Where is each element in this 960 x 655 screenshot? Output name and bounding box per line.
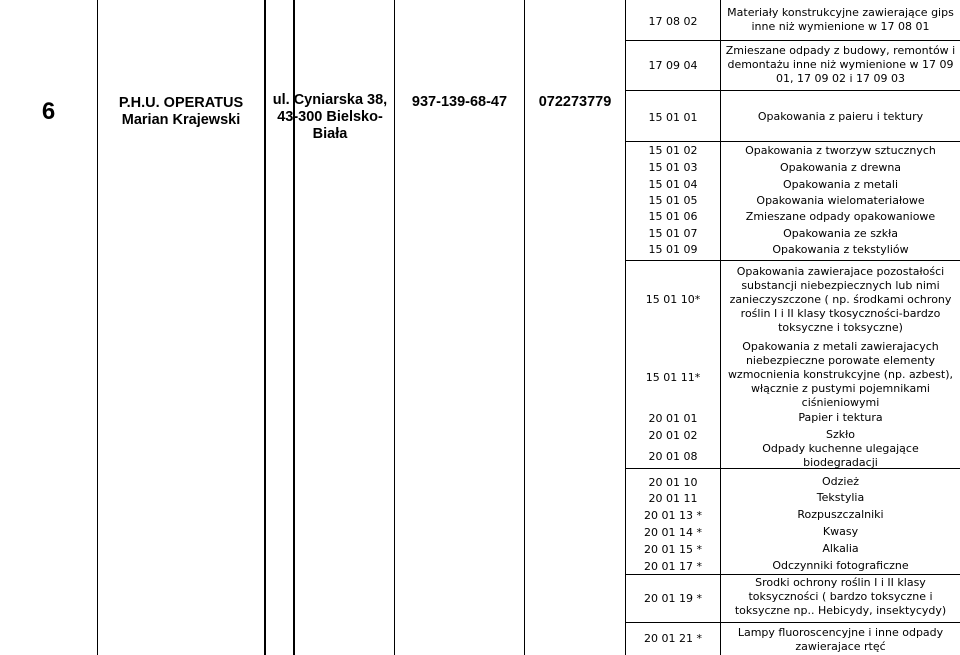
waste-description: Papier i tektura [798,411,883,424]
waste-code: 20 01 02 [648,428,698,442]
regon-number: 072273779 [538,93,612,110]
waste-code: 20 01 14 * [644,525,702,539]
waste-code: 20 01 01 [648,411,698,425]
waste-description: Srodki ochrony roślin I i II klasy toksyczności ( bardzo toksyczne i toksyczne np.. Hebicydy, insektycydy) [734,576,947,617]
waste-description: Opakowania z metali [782,177,898,191]
waste-code: 20 01 15 * [644,542,702,556]
waste-code: 15 01 03 [648,161,698,174]
waste-description: Materiały konstrukcyjne zawierające gips inne niż wymienione w 17 08 01 [727,6,954,33]
waste-description: Szkło [826,428,855,441]
waste-code: 20 01 17 * [644,559,702,573]
waste-code: 20 01 21 * [644,631,702,645]
phone-number: 937-139-68-47 [411,93,508,110]
waste-description: Opakowania ze szkła [783,226,898,240]
waste-code: 15 01 09 [648,243,698,256]
waste-description: Opakowania z paieru i tektury [757,110,924,123]
waste-description: Odzież [821,475,859,488]
waste-description: Opakowania z drewna [779,160,902,174]
waste-code: 15 01 06 [648,210,698,223]
waste-description: Zmieszane odpady opakowaniowe [745,209,936,223]
company-name: P.H.U. OPERATUS Marian Krajewski [118,95,244,128]
waste-code: 15 01 05 [648,194,698,207]
waste-description: Kwasy [822,525,859,538]
waste-description: Lampy fluoroscencyjne i inne odpady zawierajace rtęć [737,625,944,653]
waste-description: Opakowania zawierajace pozostałości substancji niebezpiecznych lub nimi zanieczyszczone ( np. środkami ochrony roślin I i II klasy tkosyczności-bardzo toksyczne i toksyczne) [729,265,952,334]
waste-description: Opakowania wielomateriałowe [756,193,925,207]
waste-description: Opakowania z tekstyliów [772,242,909,256]
row-separator [626,90,960,91]
waste-code: 15 01 11* [645,370,701,384]
waste-code: 17 08 02 [648,14,698,28]
waste-description: Odpady kuchenne ulegające biodegradacji [762,442,919,469]
row-separator [626,260,960,261]
waste-description: Zmieszane odpady z budowy, remontów i demontażu inne niż wymienione w 17 09 01, 17 09 02 i 17 09 03 [725,44,956,85]
waste-description: Rozpuszczalniki [797,508,884,521]
row-separator [626,622,960,623]
waste-code: 17 09 04 [648,58,698,72]
waste-code: 15 01 04 [648,178,698,191]
company-address: ul. Cyniarska 38, 43-300 Bielsko-Biała [272,92,388,142]
waste-code: 20 01 11 [648,491,698,505]
waste-description: Odczynniki fotograficzne [772,559,909,572]
row-separator [626,40,960,41]
waste-description: Opakowania z metali zawierajacych niebezpieczne porowate elementy wzmocnienia konstrukcyjne (np. azbest), włącznie z pustymi pojemnikami ciśnieniowymi [727,340,954,409]
waste-description: Alkalia [822,542,859,555]
waste-code: 20 01 13 * [644,508,702,522]
waste-code: 20 01 10 [648,475,698,489]
waste-code: 15 01 02 [648,144,698,157]
waste-code: 20 01 19 * [644,591,702,605]
waste-code: 15 01 07 [648,227,698,240]
waste-code: 20 01 08 [648,449,698,463]
waste-code: 15 01 01 [648,110,698,124]
waste-code: 15 01 10* [645,292,701,306]
waste-description: Tekstylia [816,491,865,504]
entry-number: 6 [41,98,56,125]
waste-description: Opakowania z tworzyw sztucznych [745,143,936,157]
